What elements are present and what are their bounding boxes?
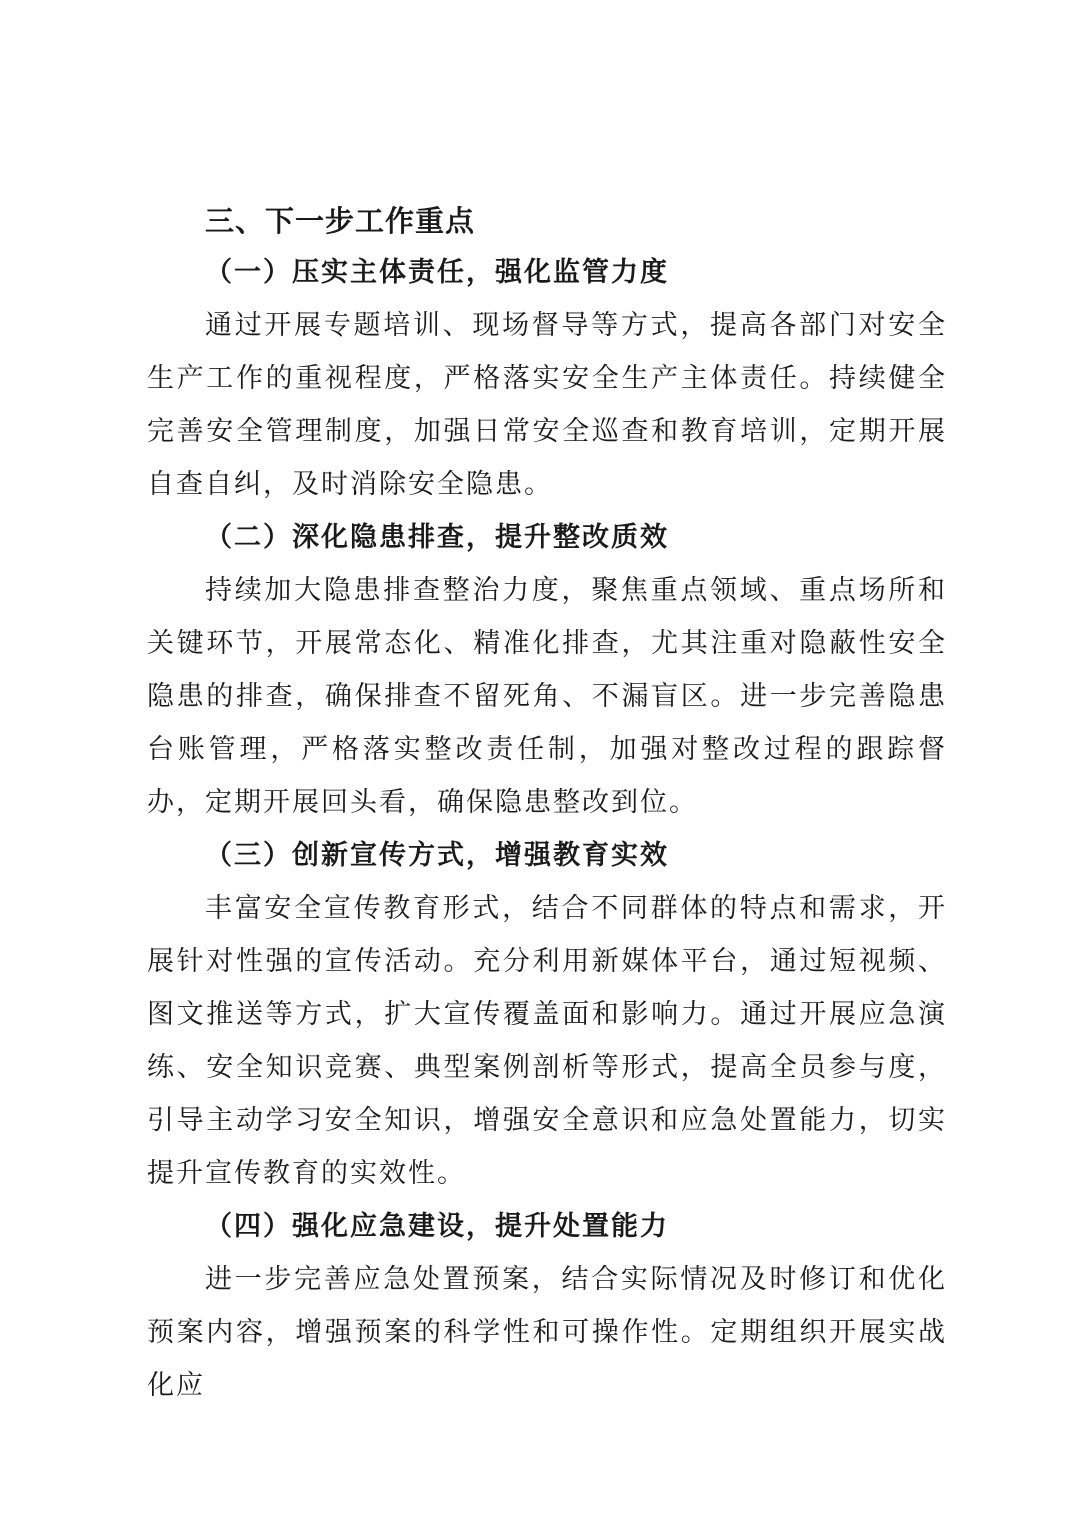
subsection-body-2: 持续加大隐患排查整治力度，聚焦重点领域、重点场所和关键环节，开展常态化、精准化排查，尤其注重对隐蔽性安全隐患的排查，确保排查不留死角、不漏盲区。进一步完善隐患台账管理，严格落实整改责任制，加强对整改过程的跟踪督办，定期开展回头看，确保隐患整改到位。 — [147, 575, 947, 818]
subsection-title-3: （三）创新宣传方式，增强教育实效 — [205, 840, 669, 871]
subsection-body-1: 通过开展专题培训、现场督导等方式，提高各部门对安全生产工作的重视程度，严格落实安全生产主体责任。持续健全完善安全管理制度，加强日常安全巡查和教育培训，定期开展自查自纠，及时消除安全隐患。 — [147, 310, 947, 500]
subsection-title-4: （四）强化应急建设，提升处置能力 — [205, 1211, 669, 1242]
subsection-body-3: 丰富安全宣传教育形式，结合不同群体的特点和需求，开展针对性强的宣传活动。充分利用新媒体平台，通过短视频、图文推送等方式，扩大宣传覆盖面和影响力。通过开展应急演练、安全知识竞赛、典型案例剖析等形式，提高全员参与度，引导主动学习安全知识，增强安全意识和应急处置能力，切实提升宣传教育的实效性。 — [147, 893, 947, 1189]
section-title: 三、下一步工作重点 — [205, 204, 476, 238]
subsection-title-2: （二）深化隐患排查，提升整改质效 — [205, 522, 669, 553]
subsection-body-4: 进一步完善应急处置预案，结合实际情况及时修订和优化预案内容，增强预案的科学性和可操作性。定期组织开展实战化应 — [147, 1264, 947, 1401]
document-body — [147, 196, 947, 1412]
subsection-title-1: （一）压实主体责任，强化监管力度 — [205, 257, 669, 288]
